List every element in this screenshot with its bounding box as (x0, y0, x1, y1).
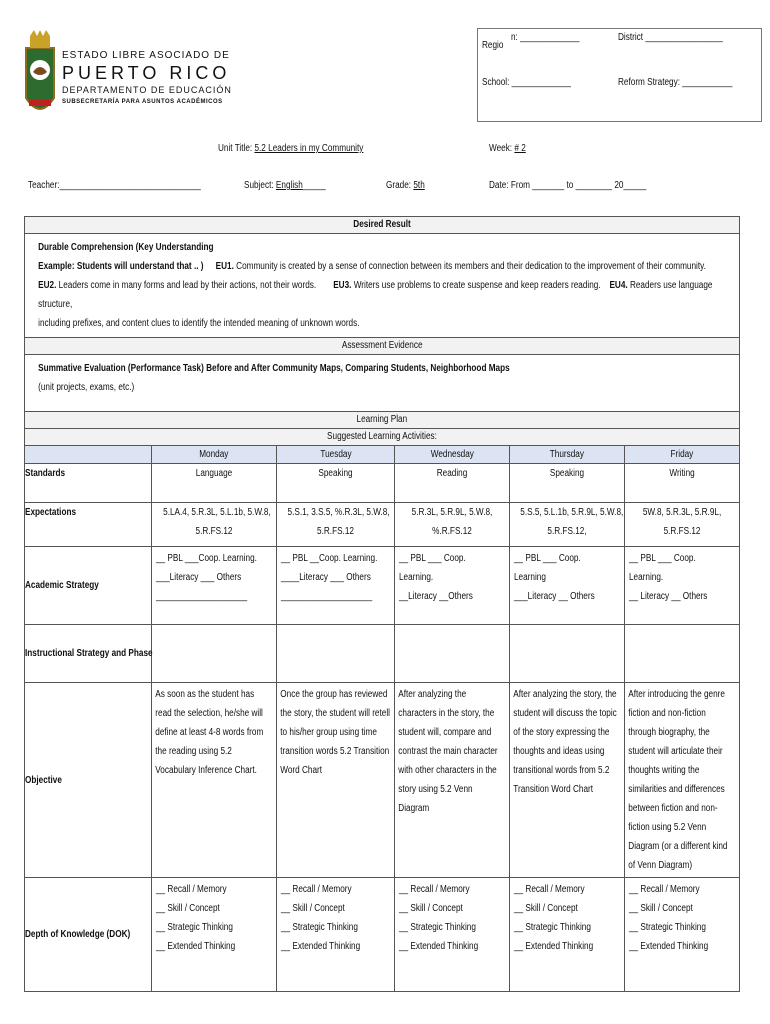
table-cell (510, 625, 625, 683)
lesson-plan-table (24, 216, 740, 992)
unit-title (218, 143, 363, 154)
table-cell (625, 625, 740, 683)
assessment-header: Assessment Evidence (25, 338, 740, 355)
day-tuesday: Tuesday (277, 446, 395, 464)
summative-evaluation: Summative Evaluation (Performance Task) Before and After Community Maps, Comparing Students, Neighborhood Maps (38, 363, 510, 374)
table-cell: 5.R.3L, 5.R.9L, 5.W.8, %.R.FS.12 (395, 503, 510, 547)
subject-value: English (275, 180, 303, 191)
suggested-activities-header: Suggested Learning Activities: (25, 429, 740, 446)
day-header-row (25, 446, 740, 464)
objective-label: Objective (25, 683, 152, 878)
desired-result-body (25, 234, 740, 338)
teacher-label: Teacher: (28, 180, 60, 191)
eu2-eu4-line: EU2. Leaders come in many forms and lead by their actions, not their words. EU3. Writers use problems to create suspense and keep readers reading. EU4. Readers use language structure, (38, 280, 713, 310)
assessment-note: (unit projects, exams, etc.) (38, 382, 135, 393)
durable-comprehension-heading: Durable Comprehension (Key Understanding (38, 242, 214, 253)
day-wednesday: Wednesday (395, 446, 510, 464)
week (489, 143, 526, 154)
instructional-strategy-label: Instructional Strategy and Phase (25, 625, 152, 683)
learning-plan-header: Learning Plan (25, 412, 740, 429)
table-cell: __ PBL __Coop. Learning. ____Literacy ___ Others ____________________ (277, 547, 395, 625)
grade-value: 5th (413, 180, 425, 191)
desired-result-header: Desired Result (25, 217, 740, 234)
table-cell: __ Recall / Memory __ Skill / Concept __ Strategic Thinking __ Extended Thinking (625, 878, 740, 992)
table-cell: 5.S.5, 5.L.1b, 5.R.9L, 5.W.8, 5.R.FS.12, (510, 503, 625, 547)
unit-title-value: 5.2 Leaders in my Community (254, 143, 364, 154)
subject-label: Subject: (244, 180, 274, 191)
dok-row (25, 878, 740, 992)
instructional-strategy-row (25, 625, 740, 683)
day-thursday: Thursday (510, 446, 625, 464)
week-value: # 2 (514, 143, 526, 154)
table-cell: 5.LA.4, 5.R.3L, 5.L.1b, 5.W.8, 5.R.FS.12 (152, 503, 277, 547)
agency-line1: ESTADO LIBRE ASOCIADO DE (62, 50, 230, 61)
academic-strategy-row (25, 547, 740, 625)
table-cell: Language (152, 464, 277, 503)
table-cell: __ Recall / Memory __ Skill / Concept __ Strategic Thinking __ Extended Thinking (152, 878, 277, 992)
subject-line: _____ (302, 180, 326, 191)
table-cell: As soon as the student has read the selection, he/she will define at least 4-8 words from the reading using 5.2 Vocabulary Inference Chart. (152, 683, 277, 878)
table-cell: After analyzing the story, the student will discuss the topic of the story expressing the thoughts and ideas using transitional words from 5.2 Transition Word Chart (510, 683, 625, 878)
table-cell: After analyzing the characters in the story, the student will, compare and contrast the main character with other characters in the story using 5.2 Venn Diagram (395, 683, 510, 878)
teacher-field (28, 180, 201, 191)
agency-line4: SUBSECRETARÍA PARA ASUNTOS ACADÉMICOS (62, 99, 223, 105)
eu4-continuation: including prefixes, and content clues to identify the intended meaning of unknown words. (38, 318, 360, 329)
school-label: School: _____________ (482, 77, 571, 88)
table-cell: __ PBL ___Coop. Learning. ___Literacy ___ Others ____________________ (152, 547, 277, 625)
date-field: Date: From _______ to ________ 20_____ (489, 180, 647, 191)
academic-strategy-label: Academic Strategy (25, 547, 152, 625)
table-cell: __ Recall / Memory __ Skill / Concept __ Strategic Thinking __ Extended Thinking (510, 878, 625, 992)
assessment-body (25, 355, 740, 412)
dok-label: Depth of Knowledge (DOK) (25, 878, 152, 992)
puerto-rico-seal-logo (20, 28, 60, 128)
table-cell: After introducing the genre fiction and non-fiction through biography, the student will articulate their thoughts writing the similarities and differences between fiction and non-fiction using 5.2 Venn Diagram (or a different kind of Venn Diagram) (625, 683, 740, 878)
teacher-line: _______________________________ (59, 180, 201, 191)
subject-field (244, 180, 326, 191)
grade-field (386, 180, 425, 191)
standards-label: Standards (25, 464, 152, 503)
grade-label: Grade: (386, 180, 412, 191)
eu1-line: Example: Students will understand that .. ) EU1. Community is created by a sense of connection between its members and their dedication to the improvement of their community. (38, 261, 706, 272)
week-label: Week: (489, 143, 513, 154)
table-cell: 5W.8, 5.R.3L, 5.R.9L, 5.R.FS.12 (625, 503, 740, 547)
table-cell: __ PBL ___ Coop. Learning. __ Literacy __ Others (625, 547, 740, 625)
reform-strategy-label: Reform Strategy: ___________ (618, 77, 733, 88)
table-cell: __ Recall / Memory __ Skill / Concept __ Strategic Thinking __ Extended Thinking (277, 878, 395, 992)
table-cell: Speaking (510, 464, 625, 503)
day-friday: Friday (625, 446, 740, 464)
table-cell: __ Recall / Memory __ Skill / Concept __ Strategic Thinking __ Extended Thinking (395, 878, 510, 992)
table-cell: Reading (395, 464, 510, 503)
unit-title-label: Unit Title: (218, 143, 253, 154)
table-cell: 5.S.1, 3.S.5, %.R.3L, 5.W.8, 5.R.FS.12 (277, 503, 395, 547)
agency-line3: DEPARTAMENTO DE EDUCACIÓN (62, 85, 232, 95)
agency-line2: PUERTO RICO (62, 63, 231, 83)
region-suffix: n: _____________ (511, 32, 580, 43)
expectations-row (25, 503, 740, 547)
table-cell (152, 625, 277, 683)
standards-row (25, 464, 740, 503)
objective-row (25, 683, 740, 878)
table-cell: Speaking (277, 464, 395, 503)
table-cell: __ PBL ___ Coop. Learning. __Literacy __Others (395, 547, 510, 625)
expectations-label: Expectations (25, 503, 152, 547)
region-label: Regio (482, 40, 504, 51)
table-cell: __ PBL ___ Coop. Learning ___Literacy __ Others (510, 547, 625, 625)
table-cell: Writing (625, 464, 740, 503)
table-cell (277, 625, 395, 683)
table-cell: Once the group has reviewed the story, the student will retell to his/her group using time transition words 5.2 Transition Word Chart (277, 683, 395, 878)
agency-name-block (62, 50, 232, 108)
day-monday: Monday (152, 446, 277, 464)
table-cell (395, 625, 510, 683)
district-label: District _________________ (618, 32, 723, 43)
